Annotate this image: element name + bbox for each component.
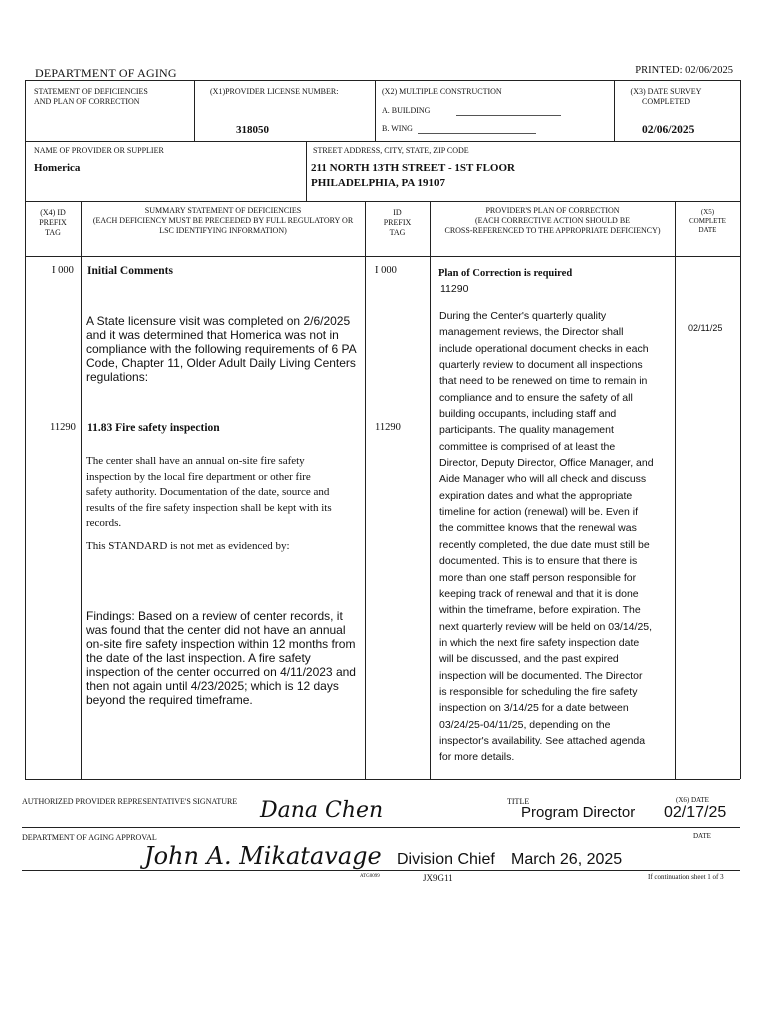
title-value: Program Director [521, 804, 636, 821]
table-right-border [740, 201, 741, 779]
header-divider-3 [614, 80, 615, 141]
id-header: ID PREFIX TAG [383, 208, 412, 237]
col-divider-plan [675, 201, 676, 779]
col-divider-x4 [81, 201, 82, 779]
wing-label: B. WING [382, 124, 413, 133]
header-mid-rule [25, 141, 740, 142]
x5-header: (X5) COMPLETE DATE [689, 208, 726, 234]
header-bottom-rule [25, 201, 740, 202]
table-bottom-rule [25, 779, 740, 780]
plan-tag: 11290 [440, 283, 469, 295]
table-left-border [25, 201, 26, 779]
approval-title: Division Chief [397, 851, 495, 868]
standard-not-met: This STANDARD is not met as evidenced by: [86, 540, 290, 552]
findings-text: Findings: Based on a review of center records, it was found that the center did not have an annual on-site fire safety inspection within 12 months from the date of the last inspection. A fire safety inspection of the center occurred on 4/11/2023 and then not again until 4/23/2025; which is 12 days beyond the required timeframe. [86, 609, 356, 707]
approval-rule [22, 870, 740, 871]
col-divider-summary [365, 201, 366, 779]
initial-comments-text: A State licensure visit was completed on 2/6/2025 and it was determined that Homerica was not in compliance with the following requirements of 6 PA Code, Chapter 11, Older Adult Daily Living Centers regulations: [86, 314, 357, 384]
col-divider-id [430, 201, 431, 779]
summary-header: SUMMARY STATEMENT OF DEFICIENCIES (EACH DEFICIENCY MUST BE PRECEEDED BY FULL REGULATORY OR LSC IDENTIFYING INFORMATION) [92, 206, 354, 235]
address-line-1: 211 NORTH 13TH STREET - 1ST FLOOR [311, 162, 515, 174]
provider-license-label: (X1)PROVIDER LICENSE NUMBER: [210, 87, 339, 96]
header-right-border [740, 80, 741, 201]
fire-safety-text: The center shall have an annual on-site fire safety inspection by the local fire department or other fire safety authority. Documentation of the date, source and results of the fire safety inspection shall be kept with its records. [86, 455, 332, 529]
x6-date-value: 02/17/25 [664, 804, 727, 821]
multiple-construction-label: (X2) MULTIPLE CONSTRUCTION [382, 87, 502, 96]
header-divider-2 [375, 80, 376, 141]
continuation-sheet: If continuation sheet 1 of 3 [648, 873, 724, 881]
x4-header: (X4) ID PREFIX TAG [39, 208, 67, 237]
printed-date: PRINTED: 02/06/2025 [635, 65, 733, 76]
event-id: JX9G11 [423, 873, 453, 883]
tag-11290-left: 11290 [50, 422, 76, 433]
approval-label: DEPARTMENT OF AGING APPROVAL [22, 833, 157, 842]
date-survey-value: 02/06/2025 [642, 124, 695, 136]
address-label: STREET ADDRESS, CITY, STATE, ZIP CODE [313, 146, 469, 155]
plan-of-correction-text: During the Center's quarterly quality management reviews, the Director shall include operational document checks in each quarterly review to document all inspections that need to be renewed on time to remain in compliance and to ensure the safety of all building occupants, including staff and participants. The quality management committee is comprised of at least the Director, Deputy Director, Office Manager, and Aide Manager who will all check and discuss expiration dates and what the appropriate timeline for action (renewal) will be. Even if the committee knows that the renewal was recently completed, the due date must still be documented. This is to ensure that there is more than one staff person responsible for keeping track of renewal and that it is done within the timeframe, before expiration. The next quarterly review will be held on 03/14/25, in which the next fire safety inspection date will be discussed, and the past expired inspection will be documented. The Director is responsible for scheduling the fire safety inspection on 3/14/25 for a date between 03/24/25-04/11/25, depending on the inspector's availability. See attached agenda for more details. [439, 310, 654, 764]
column-header-bottom-rule [25, 256, 740, 257]
header-divider-1 [194, 80, 195, 141]
department-title: DEPARTMENT OF AGING [35, 66, 177, 80]
building-field [456, 115, 561, 116]
complete-date: 02/11/25 [688, 323, 723, 333]
header-left-border [25, 80, 26, 201]
tag-11290-right: 11290 [375, 422, 401, 433]
tag-i000-right: I 000 [375, 265, 397, 276]
plan-header: PROVIDER'S PLAN OF CORRECTION (EACH CORRECTIVE ACTION SHOULD BE CROSS-REFERENCED TO THE APPROPRIATE DEFICIENCY) [444, 206, 661, 235]
x6-date-label: (X6) DATE [676, 796, 709, 804]
plan-title: Plan of Correction is required [438, 268, 573, 279]
approval-date-label: DATE [693, 832, 711, 840]
provider-license-number: 318050 [236, 124, 269, 136]
approval-date: March 26, 2025 [511, 851, 623, 868]
approval-signature: John A. Mikatavage [144, 842, 382, 870]
provider-name: Homerica [34, 162, 81, 174]
tag-i000-left: I 000 [52, 265, 74, 276]
wing-field [418, 133, 536, 134]
header-top-rule [25, 80, 740, 81]
form-code: ATG0099 [360, 874, 380, 879]
address-line-2: PHILADELPHIA, PA 19107 [311, 177, 445, 189]
provider-name-label: NAME OF PROVIDER OR SUPPLIER [34, 146, 164, 155]
building-label: A. BUILDING [382, 106, 431, 115]
statement-label: STATEMENT OF DEFICIENCIES AND PLAN OF CORRECTION [34, 87, 148, 106]
initial-comments-title: Initial Comments [87, 265, 173, 277]
provider-signature: Dana Chen [260, 798, 384, 823]
signature-label: AUTHORIZED PROVIDER REPRESENTATIVE'S SIGNATURE [22, 797, 238, 806]
fire-safety-title: 11.83 Fire safety inspection [87, 422, 220, 434]
header-divider-4 [306, 141, 307, 201]
title-label: TITLE [507, 797, 530, 806]
date-survey-label: (X3) DATE SURVEY COMPLETED [630, 87, 702, 106]
signature-rule [22, 827, 740, 828]
